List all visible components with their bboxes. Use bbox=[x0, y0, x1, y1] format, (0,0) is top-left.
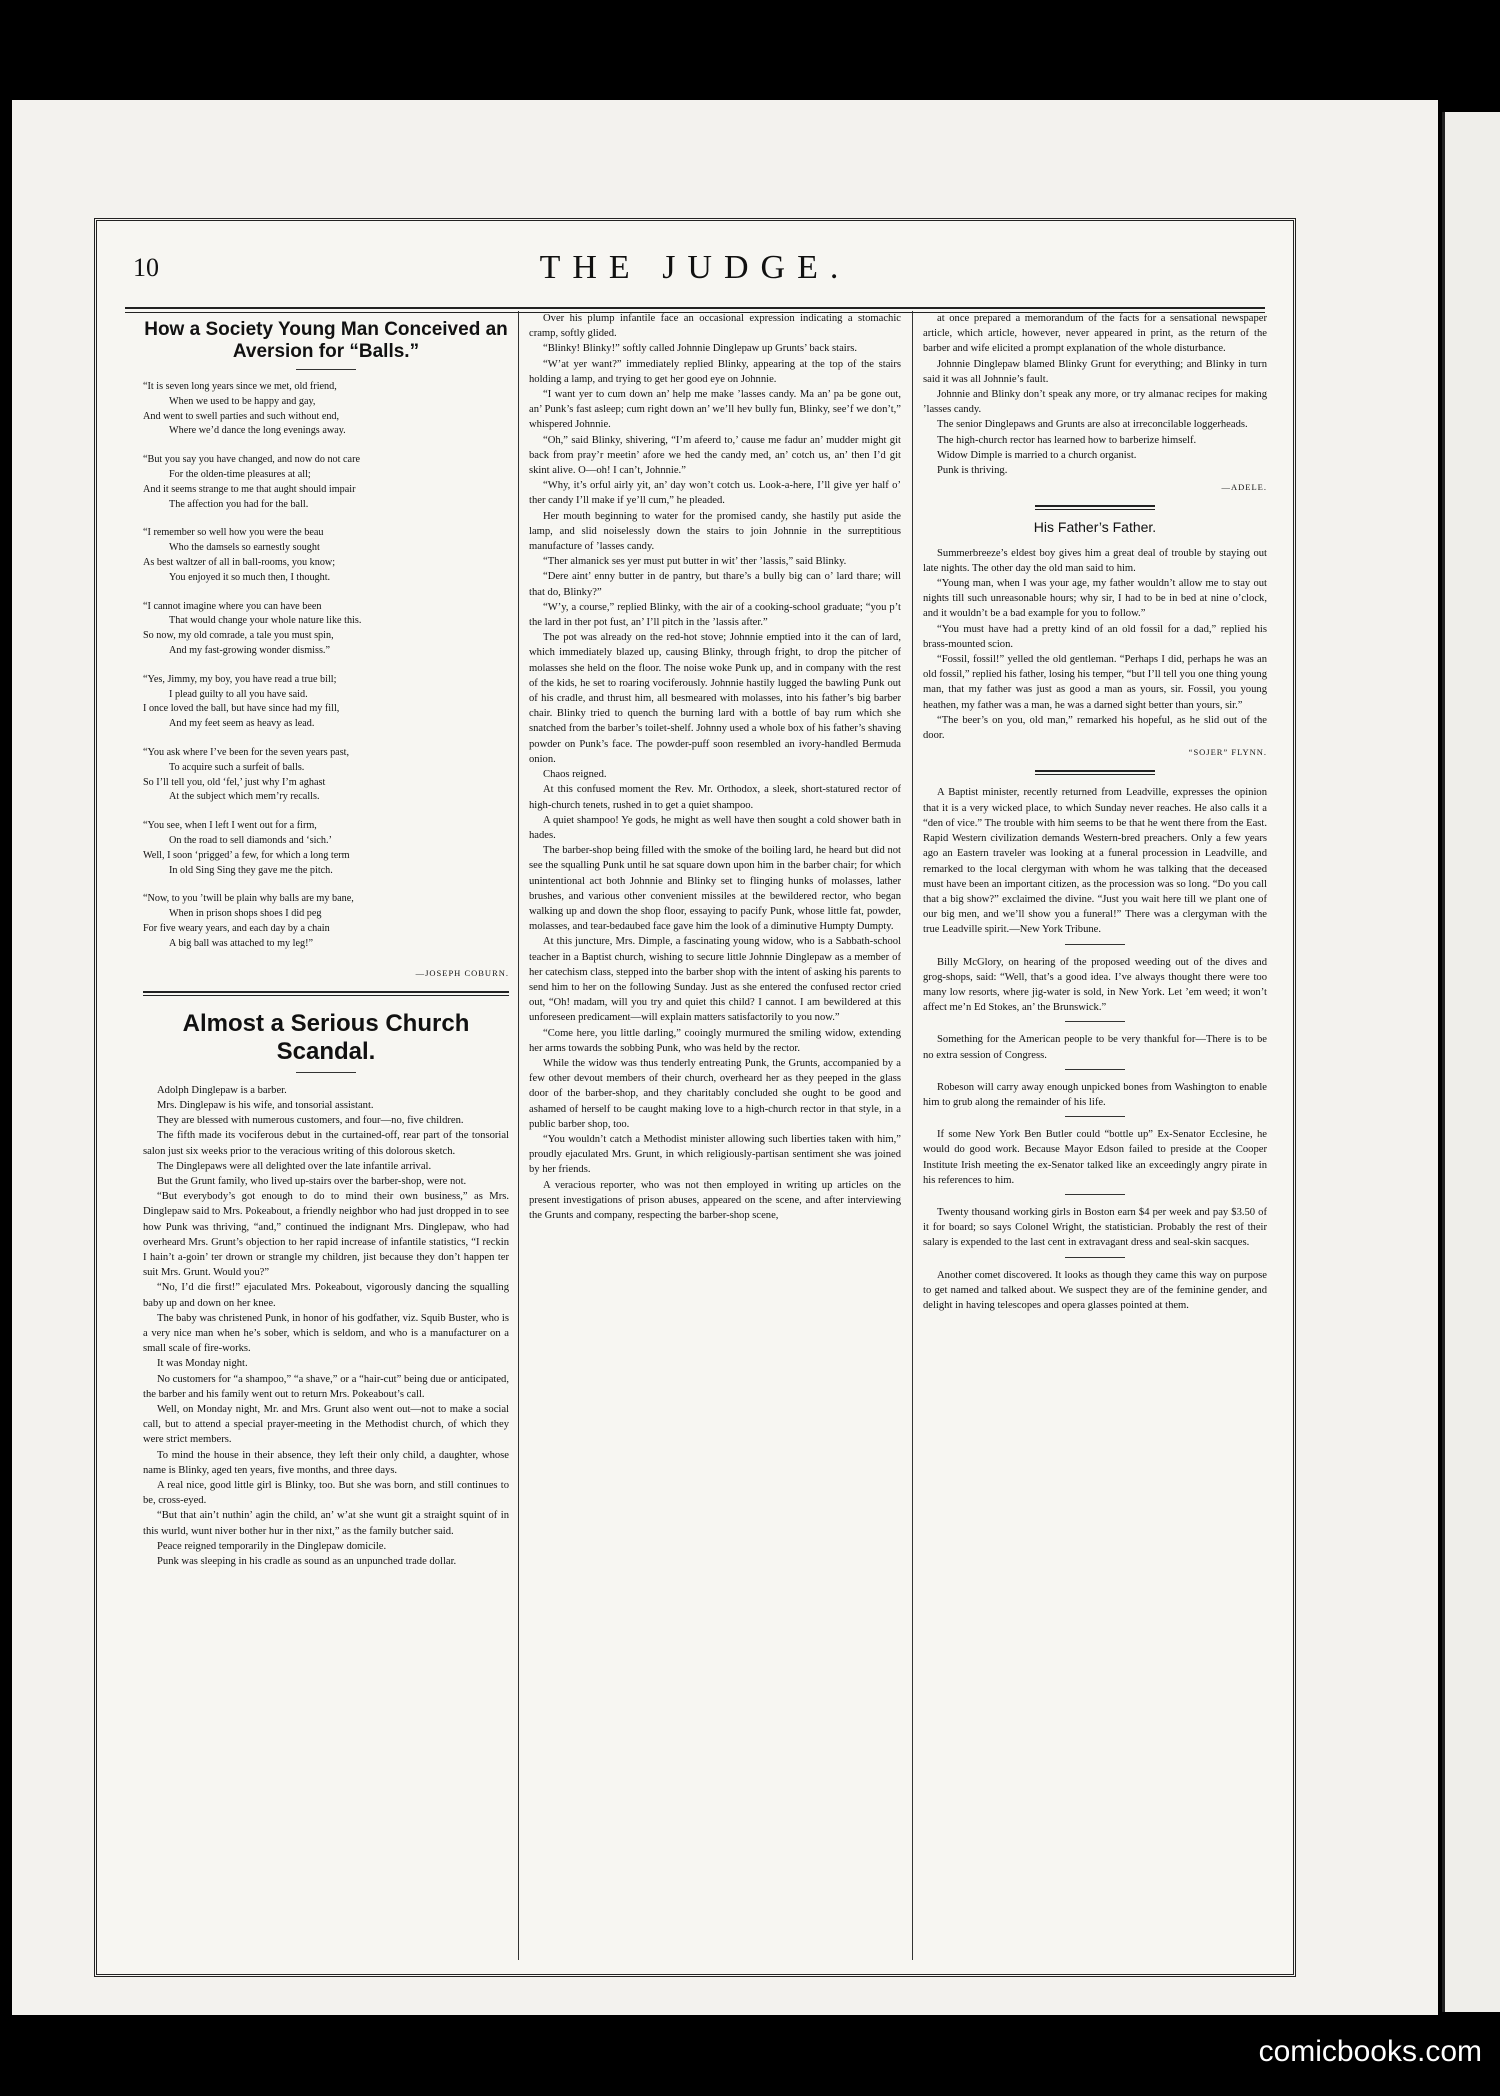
paragraph: Over his plump infantile face an occasional expression indicating a stomachic cramp, softly glided. bbox=[529, 313, 901, 340]
column-divider bbox=[912, 311, 913, 1960]
paragraph: At this juncture, Mrs. Dimple, a fascinating young widow, who is a Sabbath-school teacher in a Baptist church, wishing to secure little Johnnie Dinglepaw as a member of her catechism class, stepped into the barber shop with the intent of asking his parents to send him to her on the following Sunday. Just as she entered the confused rector cried out, “Oh! madam, will you try and quiet this child? I cannot. I am bewildered at this unforeseen predicament—will explain matters satisfactorily to you now.” bbox=[529, 936, 901, 1024]
paragraph: The pot was already on the red-hot stove; Johnnie emptied into it the can of lard, which immediately blazed up, causing Blinky, through fright, to drop the pitcher of molasses she held on the floor. The noise woke Punk up, and in company with the rest of the kids, he set to roaring vociferously. Johnnie hastily lugged the bawling Punk out of his cradle, and thrust him, all besmeared with molasses, into his father’s big barber chair. Blinky tried to quench the burning lard with a bottle of bay rum which she snatched from the barber’s toilet-shelf. Johnny used a whole box of his father’s shaving powder on Punk’s face. The powder-puff soon resembled an ivory-handled Bermuda onion. bbox=[529, 632, 901, 765]
poem-line: So I’ll tell you, old ‘fel,’ just why I’m aghast bbox=[143, 776, 326, 788]
paragraph: The senior Dinglepaws and Grunts are also at irreconcilable loggerheads. bbox=[937, 419, 1248, 431]
poem-stanza bbox=[143, 892, 509, 951]
poem-line: I once loved the ball, but have since had my fill, bbox=[143, 703, 340, 715]
paragraph: at once prepared a memorandum of the facts for a sensational newspaper article, which article, however, never appeared in print, as the return of the barber and wife elicited a prompt explanation of the whole disturbance. bbox=[923, 313, 1267, 355]
paragraph: The Dinglepaws were all delighted over the late infantile arrival. bbox=[157, 1160, 432, 1172]
item-divider bbox=[1065, 1257, 1125, 1258]
scandal-text-part-3 bbox=[923, 311, 1267, 478]
paragraph: “The beer’s on you, old man,” remarked his hopeful, as he slid out of the door. bbox=[923, 714, 1267, 742]
page-header bbox=[97, 241, 1293, 301]
paragraph: “I want yer to cum down an’ help me make ’lasses candy. Ma an’ pa be gone out, an’ Punk’s fast asleep; cum right down an’ we’ll hev bully fun, Blinky, see’f we don’t,” whispered Johnnie. bbox=[529, 389, 901, 431]
poem-line: In old Sing Sing they gave me the pitch. bbox=[169, 864, 333, 876]
paragraph: The baby was christened Punk, in honor of his godfather, viz. Squib Buster, who is a very nice man when he’s sober, which is seldom, and who is a manufacturer on a small scale of fire-works. bbox=[143, 1312, 509, 1355]
paragraph: “Oh,” said Blinky, shivering, “I’m afeerd to,’ cause me fadur an’ mudder might git back from pray’r meetin’ afore we hed the candy med, an’ cotch us, an’ then I’d git skint alive. O—oh! I can’t, Johnnie.” bbox=[529, 434, 901, 477]
paragraph: Well, on Monday night, Mr. and Mrs. Grunt also went out—not to make a social call, but to attend a special prayer-meeting in the Methodist church, of which they were strict members. bbox=[143, 1403, 509, 1446]
paragraph: “Why, it’s orful airly yit, an’ day won’t cotch us. Look-a-here, I’ll give yer half o’ ther candy I’ll make if ye’ll cum,” he pleaded. bbox=[529, 480, 901, 507]
paragraph: “You must have had a pretty kind of an old fossil for a dad,” replied his brass-mounted scion. bbox=[923, 623, 1267, 650]
poem-line: “I remember so well how you were the beau bbox=[143, 527, 324, 539]
poem-line: And it seems strange to me that aught should impair bbox=[143, 483, 356, 495]
scandal-author: —ADELE. bbox=[1221, 482, 1267, 493]
paragraph: “W’y, a course,” replied Blinky, with the air of a cooking-school graduate; “you p’t the lard in ther pot fust, an’ I’ll pitch in the ’lassis after.” bbox=[529, 601, 901, 629]
poem-stanza bbox=[143, 673, 509, 732]
title-rule bbox=[296, 1072, 356, 1073]
poem-line: “But you say you have changed, and now do not care bbox=[143, 454, 360, 466]
section-rule bbox=[1035, 770, 1155, 775]
poem-line: Who the damsels so earnestly sought bbox=[169, 542, 320, 554]
poem-stanza bbox=[143, 600, 509, 659]
paragraph: “W’at yer want?” immediately replied Blinky, appearing at the top of the stairs holding a lamp, and trying to get her good eye on Johnnie. bbox=[529, 358, 901, 385]
poem-author: —JOSEPH COBURN. bbox=[415, 967, 509, 978]
scandal-title: Almost a Serious Church Scandal. bbox=[182, 1009, 470, 1065]
paragraph: “But that ain’t nuthin’ agin the child, an’ w’at she wunt git a straight squint of in this wurld, wunt niver bother hur in ther nixt,” as the family butcher said. bbox=[143, 1510, 509, 1537]
paragraph: To mind the house in their absence, they left their only child, a daughter, whose name is Blinky, aged ten years, five months, and three days. bbox=[143, 1449, 509, 1476]
paragraph: But the Grunt family, who lived up-stairs over the barber-shop, were not. bbox=[157, 1175, 467, 1187]
paragraph: “Young man, when I was your age, my father wouldn’t allow me to stay out nights till such unreasonable hours; why sir, I had to be in bed at nine o’clock, and it wouldn’t be a bad example for you to follow.” bbox=[923, 578, 1267, 620]
paragraph: Mrs. Dinglepaw is his wife, and tonsorial assistant. bbox=[157, 1099, 374, 1111]
watermark: comicbooks.com bbox=[1258, 2035, 1482, 2068]
paragraph: A quiet shampoo! Ye gods, he might as well have then sought a cold shower bath in hades. bbox=[529, 814, 901, 841]
paragraph: A real nice, good little girl is Blinky, too. But she was born, and still continues to be, cross-eyed. bbox=[143, 1479, 509, 1507]
item-divider bbox=[1065, 1069, 1125, 1070]
poem-line: “You ask where I’ve been for the seven years past, bbox=[143, 746, 350, 758]
poem-line: “You see, when I left I went out for a firm, bbox=[143, 820, 317, 832]
paragraph: Johnnie Dinglepaw blamed Blinky Grunt for everything; and Blinky in turn said it was all Johnnie’s fault. bbox=[923, 358, 1267, 385]
paragraph: While the widow was thus tenderly entreating Punk, the Grunts, accompanied by a few other devout members of their church, overheard her as they peeped in the glass door of the barber-shop, and they charitably concluded she ought to be good and ashamed of herself to be caught making love to a high-church rector in that style, in a public barber shop, too. bbox=[529, 1057, 901, 1130]
paragraph: A veracious reporter, who was not then employed in writing up articles on the present investigations of prison abuses, appeared on the scene, and after interviewing the Grunts and company, respecting the barber-shop scene, bbox=[529, 1179, 901, 1221]
paragraph: It was Monday night. bbox=[157, 1358, 248, 1370]
poem-line: When in prison shops shoes I did peg bbox=[169, 908, 322, 920]
poem-line: “I cannot imagine where you can have been bbox=[143, 600, 322, 612]
poem-line: I plead guilty to all you have said. bbox=[169, 688, 308, 700]
paragraph: Punk was sleeping in his cradle as sound as an unpunched trade dollar. bbox=[157, 1556, 457, 1567]
paragraph: Peace reigned temporarily in the Dinglepaw domicile. bbox=[157, 1540, 387, 1552]
news-item: Another comet discovered. It looks as though they came this way on purpose to get named and talked about. We suspect they are of the feminine gender, and delight in having telescopes and opera glasses pointed at them. bbox=[923, 1269, 1267, 1311]
father-author: “SOJER” FLYNN. bbox=[1188, 747, 1267, 758]
title-rule bbox=[296, 369, 356, 370]
paragraph: Chaos reigned. bbox=[543, 769, 607, 781]
column-1 bbox=[143, 311, 509, 1960]
news-items bbox=[923, 785, 1267, 1313]
column-2 bbox=[529, 311, 901, 1960]
paragraph: “Dere aint’ enny butter in de pantry, but thare’s a bully big can o’ lard thare; will that do, Blinky?” bbox=[529, 571, 901, 598]
paragraph: At this confused moment the Rev. Mr. Orthodox, a sleek, short-statured rector of high-church tenets, rushed in to get a quiet shampoo. bbox=[529, 784, 901, 811]
poem-line: When we used to be happy and gay, bbox=[169, 395, 316, 407]
poem-line: A big ball was attached to my leg!” bbox=[169, 937, 313, 949]
poem-line: For five weary years, and each day by a chain bbox=[143, 922, 330, 934]
poem-stanza bbox=[143, 453, 509, 512]
poem-line: Where we’d dance the long evenings away. bbox=[169, 425, 346, 437]
paragraph: Her mouth beginning to water for the promised candy, she hastily put aside the lamp, and slid noiselessly down the stairs to join Johnnie in the surreptitious manufacture of ’lasses candy. bbox=[529, 510, 901, 553]
poem-line: The affection you had for the ball. bbox=[169, 498, 309, 510]
news-item: Billy McGlory, on hearing of the proposed weeding out of the dives and grog-shops, said: “Well, that’s a good idea. I’ve always thought there were too many low resorts, where jig-water is sold, in New York. Let ’em weed; it won’t affect me’n Ed Stokes, an’ the Brunswick.” bbox=[923, 956, 1267, 1014]
paragraph: “Ther almanick ses yer must put butter in wit’ ther ’lassis,” said Blinky. bbox=[543, 556, 847, 568]
poem-line: “It is seven long years since we met, old friend, bbox=[143, 381, 337, 392]
section-rule bbox=[1035, 505, 1155, 510]
poem-line: On the road to sell diamonds and ‘sich.’ bbox=[169, 834, 332, 846]
paragraph: Johnnie and Blinky don’t speak any more, or try almanac recipes for making ’lasses candy. bbox=[923, 389, 1267, 416]
poem-line: And my feet seem as heavy as lead. bbox=[169, 718, 315, 730]
masthead: THE JUDGE. bbox=[539, 249, 851, 286]
paragraph: “Blinky! Blinky!” softly called Johnnie Dinglepaw up Grunts’ back stairs. bbox=[543, 343, 858, 355]
news-item: If some New York Ben Butler could “bottle up” Ex-Senator Ecclesine, he would do good work. Because Mayor Edson failed to preside at the Cooper Institute Irish meeting the ex-Senator talked like an exceedingly angry pirate in his references to him. bbox=[923, 1129, 1267, 1186]
poem-line: Well, I soon ‘prigged’ a few, for which a long term bbox=[143, 849, 350, 861]
paragraph: “Fossil, fossil!” yelled the old gentleman. “Perhaps I did, perhaps he was an old fossil,” replied his father, losing his temper, “but I’ll tell you one thing young man, that my father was just as good a man as yours, sir. Fossil, you young heathen, my father was a man, he was a darned sight better than yours, sir.” bbox=[923, 654, 1267, 711]
item-divider bbox=[1065, 1116, 1125, 1117]
poem-line: So now, my old comrade, a tale you must spin, bbox=[143, 630, 334, 642]
poem-stanza bbox=[143, 819, 509, 878]
section-rule bbox=[143, 991, 509, 996]
page-number: 10 bbox=[133, 253, 159, 282]
poem-title: How a Society Young Man Conceived an Aversion for “Balls.” bbox=[144, 319, 508, 362]
poem-stanza bbox=[143, 380, 509, 439]
page-frame bbox=[94, 218, 1296, 1977]
poem-stanza bbox=[143, 526, 509, 585]
poem-line: “Yes, Jimmy, my boy, you have read a true bill; bbox=[143, 673, 337, 685]
paragraph: The high-church rector has learned how to barberize himself. bbox=[937, 434, 1197, 446]
news-item: Twenty thousand working girls in Boston earn $4 per week and pay $3.50 of it for board; so says Colonel Wright, the statistician. Probably the rest of their salary is expended to the last cent in extravagant dress and seal-skin sacques. bbox=[923, 1206, 1267, 1249]
paragraph: No customers for “a shampoo,” “a shave,” or a “hair-cut” being due or anticipated, the barber and his family went out to return Mrs. Pokeabout’s call. bbox=[143, 1373, 509, 1400]
paragraph: “No, I’d die first!” ejaculated Mrs. Pokeabout, vigorously dancing the squalling baby up and down on her knee. bbox=[143, 1282, 509, 1309]
paragraph: “Come here, you little darling,” cooingly murmured the smiling widow, extending her arms towards the sobbing Punk, who was held by the rector. bbox=[529, 1027, 901, 1054]
item-divider bbox=[1065, 1021, 1125, 1022]
paragraph: Widow Dimple is married to a church organist. bbox=[937, 449, 1137, 461]
news-item: Robeson will carry away enough unpicked bones from Washington to enable him to grub along the remainder of his life. bbox=[923, 1081, 1267, 1108]
scandal-text-part-2 bbox=[529, 311, 901, 1223]
poem-line: At the subject which mem’ry recalls. bbox=[169, 791, 320, 803]
paragraph: “But everybody’s got enough to do to mind their own business,” as Mrs. Dinglepaw said to Mrs. Pokeabout, a friendly neighbor who had just dropped in to see how Punk was thriving, “and,” continued the indignant Mrs. Dinglepaw, who had overheard Mrs. Grunt’s objection to her rapid increase of infantile statistics, “I reckin I hain’t a-goin’ ter drown or strangle my children, jist because they don’t happen ter suit Mrs. Grunt. Would you?” bbox=[143, 1191, 509, 1279]
facing-page-edge bbox=[1442, 112, 1500, 2012]
poem-line: As best waltzer of all in ball-rooms, you know; bbox=[143, 556, 336, 568]
poem-line: And went to swell parties and such without end, bbox=[143, 410, 340, 422]
news-item: A Baptist minister, recently returned from Leadville, expresses the opinion that it is a very wicked place, to which Sunday never reaches. He also calls it a “den of vice.” The trouble with him seems to be that he went there from the East. Rapid Western civilization demands Western-bred preachers. Only a few years ago an Eastern traveler was looking at a funeral procession in Leadville, and remarked to the local clergyman with whom he was talking that the deceased must have been an important citizen, as the procession was so long. “Do you call that a big show?” exclaimed the divine. “Just you wait here till we plant one of our big men, and we’ll show you a funeral!” There was a clergyman with the true Leadville spirit.—New York Tribune. bbox=[923, 787, 1267, 936]
paragraph: Adolph Dinglepaw is a barber. bbox=[157, 1084, 287, 1096]
poem-line: For the olden-time pleasures at all; bbox=[169, 468, 311, 480]
paragraph: They are blessed with numerous customers, and four—no, five children. bbox=[157, 1115, 464, 1127]
poem-line: You enjoyed it so much then, I thought. bbox=[169, 571, 331, 583]
item-divider bbox=[1065, 944, 1125, 945]
paragraph: The barber-shop being filled with the smoke of the boiling lard, he heard but did not see the squalling Punk until he sat square down upon him in the barber chair; for which unintentional act both Johnnie and Blinky set to flinging hunks of molasses, lather brushes, and various other convenient missiles at the bewildered rector, who began walking up and down the shop floor, essaying to pacify Punk, whose little fat, powder, molasses, and tear-bedaubed face gave him the look of a diminutive Humpty Dumpty. bbox=[529, 845, 901, 933]
father-text bbox=[923, 546, 1267, 744]
father-title: His Father’s Father. bbox=[1033, 519, 1157, 536]
item-divider bbox=[1065, 1194, 1125, 1195]
poem-line: To acquire such a surfeit of balls. bbox=[169, 761, 305, 773]
column-3 bbox=[923, 311, 1267, 1960]
news-item: Something for the American people to be very thankful for—There is to be no extra session of Congress. bbox=[923, 1034, 1267, 1061]
paragraph: Punk is thriving. bbox=[937, 465, 1008, 477]
column-divider bbox=[518, 311, 519, 1960]
scandal-text-part-1 bbox=[143, 1083, 509, 1570]
paragraph: “You wouldn’t catch a Methodist minister allowing such liberties taken with him,” proudly ejaculated Mrs. Grunt, in which religiously-partisan sentiment she was joined by her friends. bbox=[529, 1133, 901, 1176]
poem-line: “Now, to you ’twill be plain why balls are my bane, bbox=[143, 893, 354, 905]
paragraph: The fifth made its vociferous debut in the curtained-off, rear part of the tonsorial salon just six weeks prior to the veracious writing of this dolorous sketch. bbox=[143, 1130, 509, 1157]
paragraph: Summerbreeze’s eldest boy gives him a great deal of trouble by staying out late nights. The other day the old man said to him. bbox=[923, 547, 1267, 574]
poem-stanzas bbox=[143, 380, 509, 952]
poem-line: And my fast-growing wonder dismiss.” bbox=[169, 644, 331, 656]
poem-stanza bbox=[143, 746, 509, 805]
poem-line: That would change your whole nature like this. bbox=[169, 615, 362, 627]
